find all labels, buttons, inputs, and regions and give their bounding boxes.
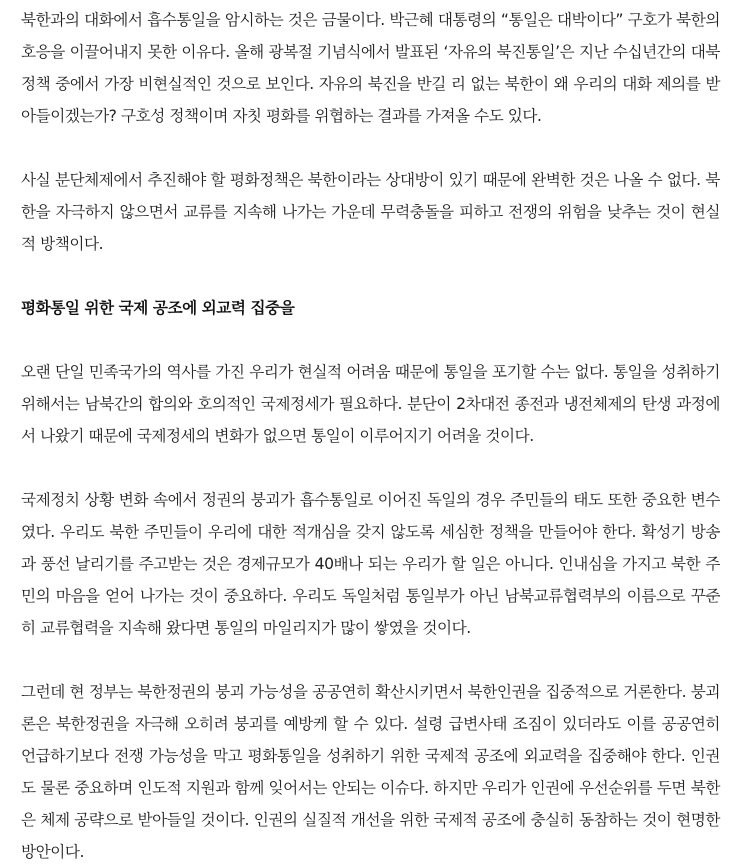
paragraph-spacer xyxy=(21,132,720,164)
paragraph-2: 사실 분단체제에서 추진해야 할 평화정책은 북한이라는 상대방이 있기 때문에 완벽한 것은 나올 수 없다. 북한을 자극하지 않으면서 교류를 지속해 나가는 가운데 무력충돌을 피하고 전쟁의 위험을 낮추는 것이 현실적 방책이다. xyxy=(21,171,720,253)
paragraph-spacer xyxy=(21,260,720,292)
paragraph-spacer xyxy=(21,452,720,484)
paragraph-3: 오랜 단일 민족국가의 역사를 가진 우리가 현실적 어려움 때문에 통일을 포기할 수는 없다. 통일을 성취하기 위해서는 남북간의 합의와 호의적인 국제정세가 필요하다. 분단이 2차대전 종전과 냉전체제의 탄생 과정에서 나왔기 때문에 국제정세의 변화가 없으면 통일이 이루어지기 어려울 것이다. xyxy=(21,363,720,445)
paragraph-spacer xyxy=(21,644,720,676)
paragraph-1: 북한과의 대화에서 흡수통일을 암시하는 것은 금물이다. 박근혜 대통령의 “통일은 대박이다” 구호가 북한의 호응을 이끌어내지 못한 이유다. 올해 광복절 기념식에서 발표된 ‘자유의 북진통일’은 지난 수십년간의 대북정책 중에서 가장 비현실적인 것으로 보인다. 자유의 북진을 반길 리 없는 북한이 왜 우리의 대화 제의를 받아들이겠는가? 구호성 정책이며 자칫 평화를 위협하는 결과를 가져올 수도 있다. xyxy=(21,11,720,125)
paragraph-4: 국제정치 상황 변화 속에서 정권의 붕괴가 흡수통일로 이어진 독일의 경우 주민들의 태도 또한 중요한 변수였다. 우리도 북한 주민들이 우리에 대한 적개심을 갖지 않도록 세심한 정책을 만들어야 한다. 확성기 방송과 풍선 날리기를 주고받는 것은 경제규모가 40배나 되는 우리가 할 일은 아니다. 인내심을 가지고 북한 주민의 마음을 얻어 나가는 것이 중요하다. 우리도 독일처럼 통일부가 아닌 남북교류협력부의 이름으로 꾸준히 교류협력을 지속해 왔다면 통일의 마일리지가 많이 쌓였을 것이다. xyxy=(21,491,720,637)
paragraph-spacer xyxy=(21,324,720,356)
section-subheading: 평화통일 위한 국제 공조에 외교력 집중을 xyxy=(21,299,295,317)
paragraph-5: 그런데 현 정부는 북한정권의 붕괴 가능성을 공공연히 확산시키면서 북한인권을 집중적으로 거론한다. 붕괴론은 북한정권을 자극해 오히려 붕괴를 예방케 할 수 있다. 설령 급변사태 조짐이 있더라도 이를 공공연히 언급하기보다 전쟁 가능성을 막고 평화통일을 성취하기 위한 국제적 공조에 외교력을 집중해야 한다. 인권도 물론 중요하며 인도적 지원과 함께 잊어서는 안되는 이슈다. 하지만 우리가 인권에 우선순위를 두면 북한은 체제 공략으로 받아들일 것이다. 인권의 실질적 개선을 위한 국제적 공조에 충실히 동참하는 것이 현명한 방안이다. xyxy=(21,683,720,861)
